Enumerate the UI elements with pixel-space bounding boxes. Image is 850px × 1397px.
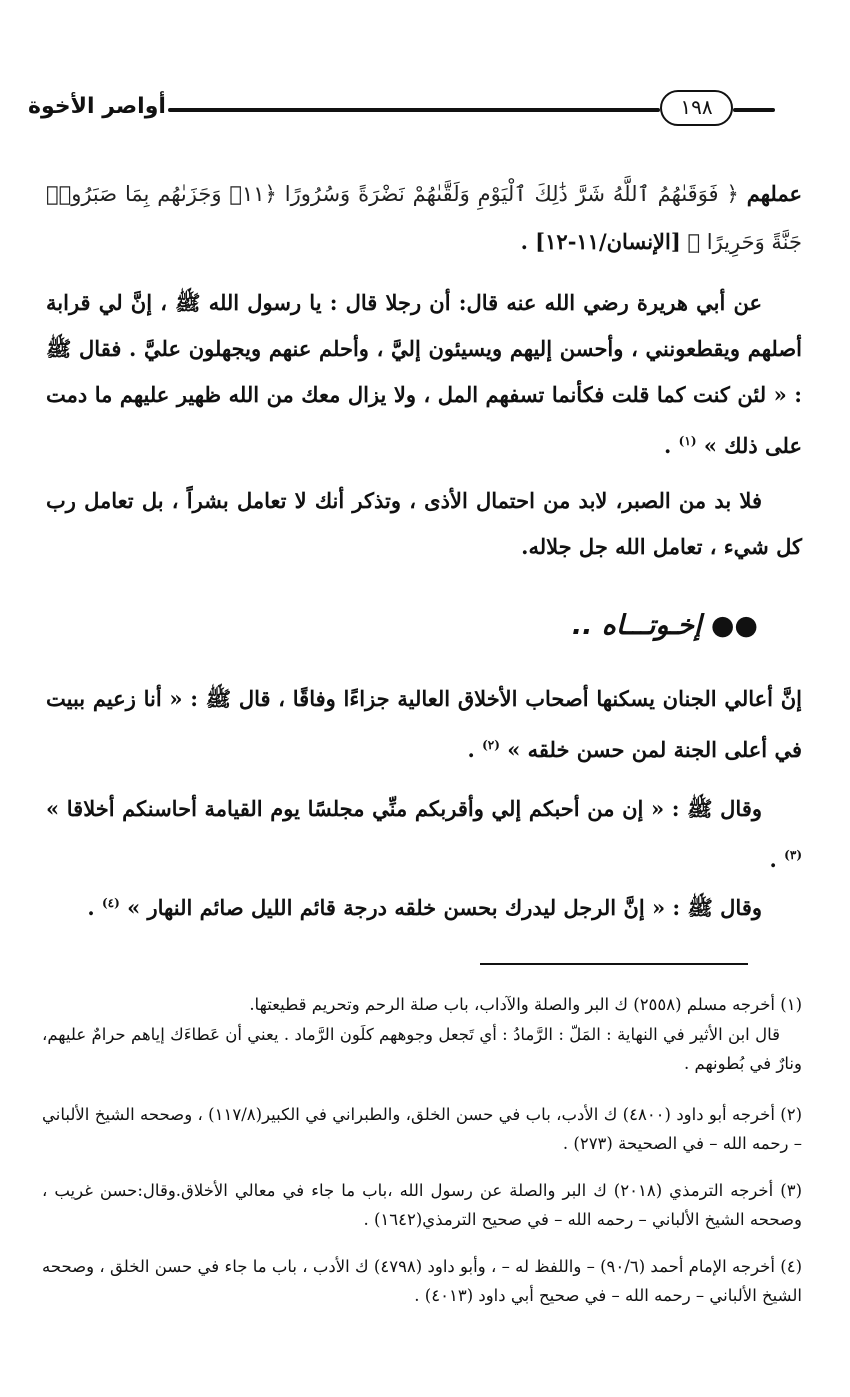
section-title: ●● إخـوتـــاه .. bbox=[571, 610, 758, 641]
quran-reference: [الإنسان/١١-١٢] . bbox=[520, 229, 681, 254]
footnote-4: (٤) أخرجه الإمام أحمد (٩٠/٦) – واللفظ له – ، وأبو داود (٤٧٩٨) ك الأدب ، باب ما جاء في حسن الخلق ، وصححه الشيخ الألباني – رحمه الله – في صحيح أبي داود (٤٠١٣) . bbox=[42, 1257, 802, 1305]
page-number: ١٩٨ bbox=[660, 90, 733, 126]
footnote-marker-3: (٣) bbox=[784, 848, 802, 862]
page-header bbox=[28, 88, 820, 132]
quran-lead-word: عملهم bbox=[746, 181, 802, 206]
footnote-1-note bbox=[42, 1020, 802, 1078]
hadith-text-3: وقال ﷺ : « إن من أحبكم إلي وأقربكم منِّي مجلسًا يوم القيامة أحاسنكم أخلاقا » bbox=[46, 796, 762, 821]
hadith-paragraph-3: وقال ﷺ : « إن من أحبكم إلي وأقربكم منِّي مجلسًا يوم القيامة أحاسنكم أخلاقا » $^{(٣)}$ . bbox=[46, 796, 802, 872]
advice-paragraph bbox=[46, 478, 802, 570]
footnote-marker-4: (٤) bbox=[101, 896, 120, 910]
footnote-1-note-text: قال ابن الأثير في النهاية : المَلّ : الرَّمادُ : أي تَجعل وجوههم كلَون الرَّماد . يعني أن عَطاءَك إياهم حرامٌ عليهم، ونارٌ في بُطونهم . bbox=[42, 1025, 802, 1073]
running-title: أواصر الأخوة bbox=[28, 94, 166, 119]
footnote-2: (٢) أخرجه أبو داود (٤٨٠٠) ك الأدب، باب في حسن الخلق، والطبراني في الكبير(١١٧/٨) ، وصححه الشيخ الألباني – رحمه الله – في الصحيحة (٢٧٣) . bbox=[42, 1105, 803, 1153]
hadith-paragraph-2: إنَّ أعالي الجنان يسكنها أصحاب الأخلاق العالية جزاءًا وفاقًا ، قال ﷺ : « أنا زعيم ببيت في أعلى الجنة لمن حسن خلقه » $^{(٢)}$ . bbox=[46, 686, 802, 762]
hadith-text-2: إنَّ أعالي الجنان يسكنها أصحاب الأخلاق العالية جزاءًا وفاقًا ، قال ﷺ : « أنا زعيم ببيت في أعلى الجنة لمن حسن خلقه » bbox=[46, 686, 802, 762]
hadith-text-1: عن أبي هريرة رضي الله عنه قال: أن رجلا قال : يا رسول الله ﷺ ، إنَّ لي قرابة أصلهم ويقطعونني ، وأحسن إليهم ويسيئون إليَّ ، وأحلم عنهم ويجهلون عليَّ . فقال ﷺ : « لئن كنت كما قلت فكأنما تسفهم المل ، ولا يزال معك من الله ظهير عليهم ما دمت على ذلك » bbox=[46, 290, 802, 458]
header-rule-right bbox=[733, 108, 775, 112]
footnote-3: (٣) أخرجه الترمذي (٢٠١٨) ك البر والصلة عن رسول الله ،باب ما جاء في معالي الأخلاق.وقال:حسن غريب ، وصححه الشيخ الألباني – رحمه الله – في صحيح الترمذي(١٦٤٢) . bbox=[42, 1181, 802, 1229]
hadith-text-4: وقال ﷺ : « إنَّ الرجل ليدرك بحسن خلقه درجة قائم الليل صائم النهار » bbox=[127, 895, 762, 920]
advice-text: فلا بد من الصبر، لابد من احتمال الأذى ، وتذكر أنك لا تعامل بشراً ، بل تعامل رب كل شيء ، تعامل الله جل جلاله. bbox=[46, 488, 802, 559]
footnote-marker-2: (٢) bbox=[482, 738, 500, 752]
quran-verse: ﴿ فَوَقَىٰهُمُ ٱللَّهُ شَرَّ ذَٰلِكَ ٱلْيَوْمِ وَلَقَّىٰهُمْ نَضْرَةً وَسُرُورًا ﴿١١﴾ وَجَزَىٰهُم بِمَا صَبَرُوا۟ جَنَّةً وَحَرِيرًا ﴾ bbox=[46, 182, 802, 254]
header-rule-left bbox=[168, 108, 660, 112]
footnote-1: (١) أخرجه مسلم (٢٥٥٨) ك البر والصلة والآداب، باب صلة الرحم وتحريم قطيعتها. bbox=[249, 995, 802, 1014]
hadith-paragraph-4: وقال ﷺ : « إنَّ الرجل ليدرك بحسن خلقه درجة قائم الليل صائم النهار » $^{(٤)}$ . bbox=[87, 895, 762, 920]
footnote-separator bbox=[480, 963, 748, 965]
footnote-marker-1: (١) bbox=[678, 434, 697, 448]
quran-paragraph bbox=[46, 170, 802, 266]
hadith-paragraph-1: عن أبي هريرة رضي الله عنه قال: أن رجلا قال : يا رسول الله ﷺ ، إنَّ لي قرابة أصلهم ويقطعونني ، وأحسن إليهم ويسيئون إليَّ ، وأحلم عنهم ويجهلون عليَّ . فقال ﷺ : « لئن كنت كما قلت فكأنما تسفهم المل ، ولا يزال معك من الله ظهير عليهم ما دمت على ذلك » $^{(١)}$ . bbox=[46, 290, 802, 458]
